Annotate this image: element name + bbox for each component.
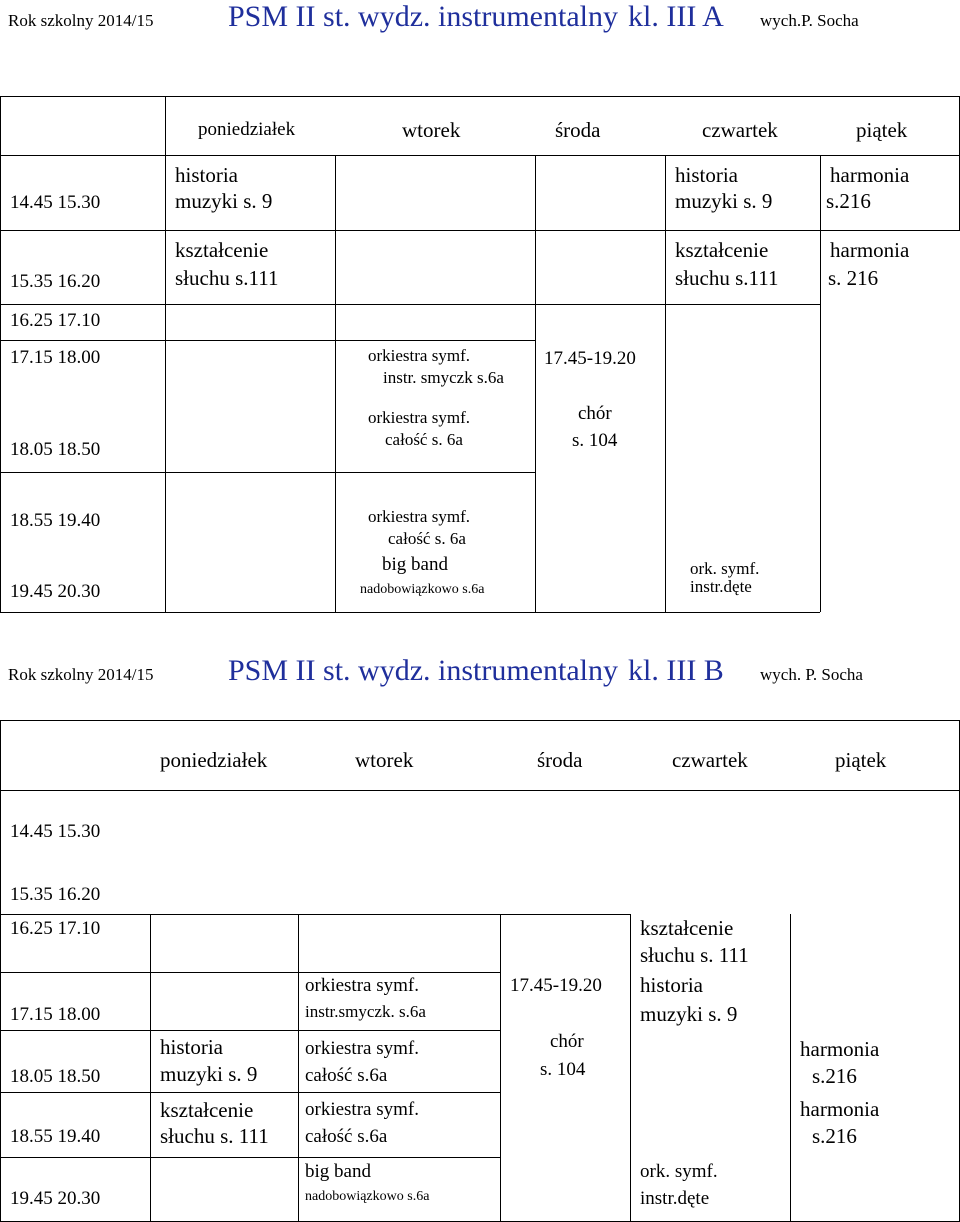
time-slot: 15.35 16.20	[10, 271, 101, 292]
lesson-text: s. 104	[540, 1059, 586, 1080]
time-slot: 14.45 15.30	[10, 821, 101, 842]
time-slot: 18.05 18.50	[10, 1066, 101, 1087]
lesson-text: s.216	[812, 1124, 857, 1148]
lesson-text: big band	[305, 1161, 371, 1182]
time-slot: 17.15 18.00	[10, 1004, 101, 1025]
grid-line	[150, 914, 151, 1222]
school-year-a: Rok szkolny 2014/15	[8, 11, 154, 30]
lesson-text: orkiestra symf.	[305, 1038, 419, 1059]
day-header: czwartek	[702, 118, 778, 142]
grid-line	[0, 340, 535, 341]
grid-line	[0, 96, 1, 612]
day-header: piątek	[835, 748, 887, 772]
lesson-text: kształcenie	[640, 916, 734, 940]
grid-line	[335, 155, 336, 612]
lesson-text: całość s.6a	[305, 1126, 388, 1147]
lesson-text: chór	[550, 1031, 584, 1052]
day-header: piątek	[856, 118, 908, 142]
lesson-text: harmonia	[800, 1097, 880, 1121]
grid-line	[0, 155, 960, 156]
lesson-text: całość s. 6a	[388, 529, 466, 548]
class-b: kl. III B	[628, 654, 724, 687]
lesson-text: kształcenie	[160, 1098, 254, 1122]
grid-line	[0, 230, 960, 231]
lesson-text: muzyki s. 9	[640, 1002, 738, 1026]
time-slot: 15.35 16.20	[10, 884, 101, 905]
school-year-b: Rok szkolny 2014/15	[8, 665, 154, 684]
lesson-text: orkiestra symf.	[368, 507, 470, 526]
lesson-text: harmonia	[830, 238, 910, 262]
lesson-text: s. 216	[828, 266, 879, 290]
tutor-b: wych. P. Socha	[760, 665, 863, 684]
lesson-text: historia	[675, 163, 738, 187]
grid-line	[165, 96, 166, 612]
day-header: środa	[555, 118, 601, 142]
lesson-text: instr. smyczk s.6a	[383, 368, 504, 387]
lesson-text: całość s.6a	[305, 1065, 388, 1086]
grid-line	[535, 155, 536, 612]
lesson-text: słuchu s. 111	[640, 943, 749, 967]
lesson-text: chór	[578, 403, 612, 424]
lesson-text: orkiestra symf.	[368, 408, 470, 427]
grid-line	[0, 790, 960, 791]
time-slot: 18.55 19.40	[10, 1126, 101, 1147]
lesson-text: harmonia	[800, 1037, 880, 1061]
grid-line	[0, 304, 820, 305]
grid-line	[0, 972, 500, 973]
title-b: PSM II st. wydz. instrumentalny	[228, 654, 618, 687]
grid-line	[0, 720, 1, 1222]
lesson-text: słuchu s.111	[675, 266, 779, 290]
grid-line	[0, 472, 535, 473]
grid-line	[665, 155, 666, 612]
lesson-text: instr.dęte	[640, 1188, 710, 1209]
lesson-text: ork. symf.	[690, 559, 760, 578]
lesson-text: ork. symf.	[640, 1161, 718, 1182]
grid-line	[630, 914, 631, 1222]
lesson-text: nadobowiązkowo s.6a	[305, 1189, 430, 1204]
grid-line	[0, 720, 960, 721]
day-header: wtorek	[402, 118, 461, 142]
day-header: poniedziałek	[198, 119, 296, 140]
grid-line	[500, 914, 501, 1222]
day-header: czwartek	[672, 748, 748, 772]
class-a: kl. III A	[628, 0, 724, 33]
lesson-text: słuchu s. 111	[160, 1124, 269, 1148]
lesson-text: harmonia	[830, 163, 910, 187]
grid-line	[0, 612, 820, 613]
grid-line	[0, 96, 960, 97]
time-slot: 19.45 20.30	[10, 581, 101, 602]
lesson-text: orkiestra symf.	[305, 975, 419, 996]
lesson-text: orkiestra symf.	[368, 346, 470, 365]
lesson-text: historia	[175, 163, 238, 187]
day-header: środa	[537, 748, 583, 772]
lesson-text: historia	[640, 973, 703, 997]
lesson-text: muzyki s. 9	[675, 189, 773, 213]
time-slot: 16.25 17.10	[10, 918, 101, 939]
grid-line	[0, 1092, 500, 1093]
grid-line	[0, 914, 630, 915]
title-a: PSM II st. wydz. instrumentalny	[228, 0, 618, 33]
tutor-a: wych.P. Socha	[760, 11, 859, 30]
grid-line	[0, 1030, 500, 1031]
grid-line	[0, 1157, 500, 1158]
lesson-text: nadobowiązkowo s.6a	[360, 582, 485, 597]
choir-time: 17.45-19.20	[544, 348, 636, 369]
day-header: wtorek	[355, 748, 414, 772]
grid-line	[298, 914, 299, 1222]
grid-line	[790, 914, 791, 1222]
lesson-text: całość s. 6a	[385, 430, 463, 449]
lesson-text: s. 104	[572, 430, 618, 451]
grid-line	[820, 155, 821, 612]
time-slot: 16.25 17.10	[10, 310, 101, 331]
time-slot: 19.45 20.30	[10, 1188, 101, 1209]
lesson-text: kształcenie	[175, 238, 269, 262]
time-slot: 18.05 18.50	[10, 439, 101, 460]
day-header: poniedziałek	[160, 748, 268, 772]
lesson-text: muzyki s. 9	[175, 189, 273, 213]
lesson-text: muzyki s. 9	[160, 1062, 258, 1086]
lesson-text: s.216	[826, 189, 871, 213]
time-slot: 18.55 19.40	[10, 510, 101, 531]
lesson-text: big band	[382, 554, 448, 575]
lesson-text: historia	[160, 1035, 223, 1059]
lesson-text: instr.smyczk. s.6a	[305, 1002, 426, 1021]
lesson-text: słuchu s.111	[175, 266, 279, 290]
time-slot: 14.45 15.30	[10, 192, 101, 213]
lesson-text: orkiestra symf.	[305, 1099, 419, 1120]
choir-time: 17.45-19.20	[510, 975, 602, 996]
lesson-text: kształcenie	[675, 238, 769, 262]
lesson-text: instr.dęte	[690, 577, 752, 596]
time-slot: 17.15 18.00	[10, 347, 101, 368]
lesson-text: s.216	[812, 1064, 857, 1088]
